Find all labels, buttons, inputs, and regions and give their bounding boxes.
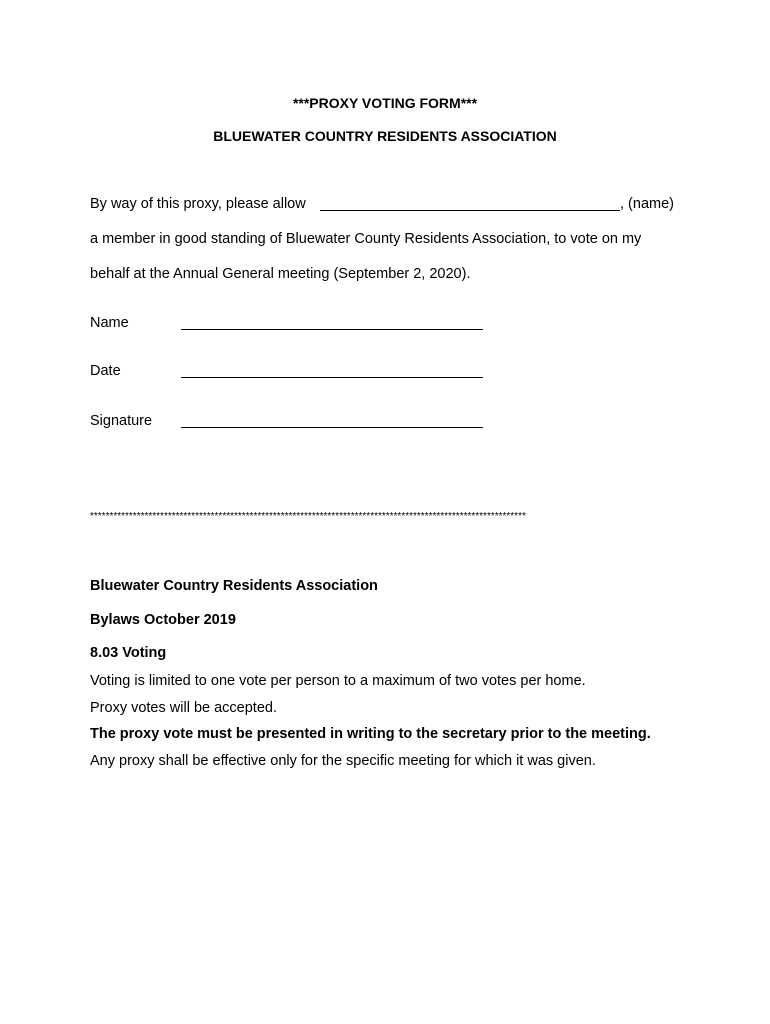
bylaws-date: Bylaws October 2019 bbox=[90, 612, 236, 628]
proxy-name-blank[interactable] bbox=[320, 210, 620, 211]
date-field[interactable] bbox=[181, 377, 483, 378]
proxy-line1-end: , (name) bbox=[620, 196, 674, 212]
proxy-line1-start: By way of this proxy, please allow bbox=[90, 196, 306, 212]
organization-heading: BLUEWATER COUNTRY RESIDENTS ASSOCIATION bbox=[213, 128, 557, 144]
name-field[interactable] bbox=[181, 329, 483, 330]
proxy-line2: a member in good standing of Bluewater County Residents Association, to vote on my bbox=[90, 231, 642, 247]
bylaws-organization: Bluewater Country Residents Association bbox=[90, 578, 378, 594]
bylaws-line2: Proxy votes will be accepted. bbox=[90, 700, 277, 716]
signature-label: Signature bbox=[90, 413, 153, 429]
bylaws-line4: Any proxy shall be effective only for the specific meeting for which it was given. bbox=[90, 753, 596, 769]
separator-line: **************************************************************************************************************** bbox=[90, 512, 526, 522]
bylaws-line1: Voting is limited to one vote per person to a maximum of two votes per home. bbox=[90, 673, 586, 689]
form-heading: ***PROXY VOTING FORM*** bbox=[292, 95, 478, 111]
proxy-line3: behalf at the Annual General meeting (September 2, 2020). bbox=[90, 266, 471, 282]
name-label: Name bbox=[90, 315, 129, 331]
section-title: 8.03 Voting bbox=[90, 645, 167, 661]
bylaws-line3: The proxy vote must be presented in writing to the secretary prior to the meeting. bbox=[90, 726, 651, 742]
date-label: Date bbox=[90, 363, 121, 379]
signature-field[interactable] bbox=[181, 427, 483, 428]
